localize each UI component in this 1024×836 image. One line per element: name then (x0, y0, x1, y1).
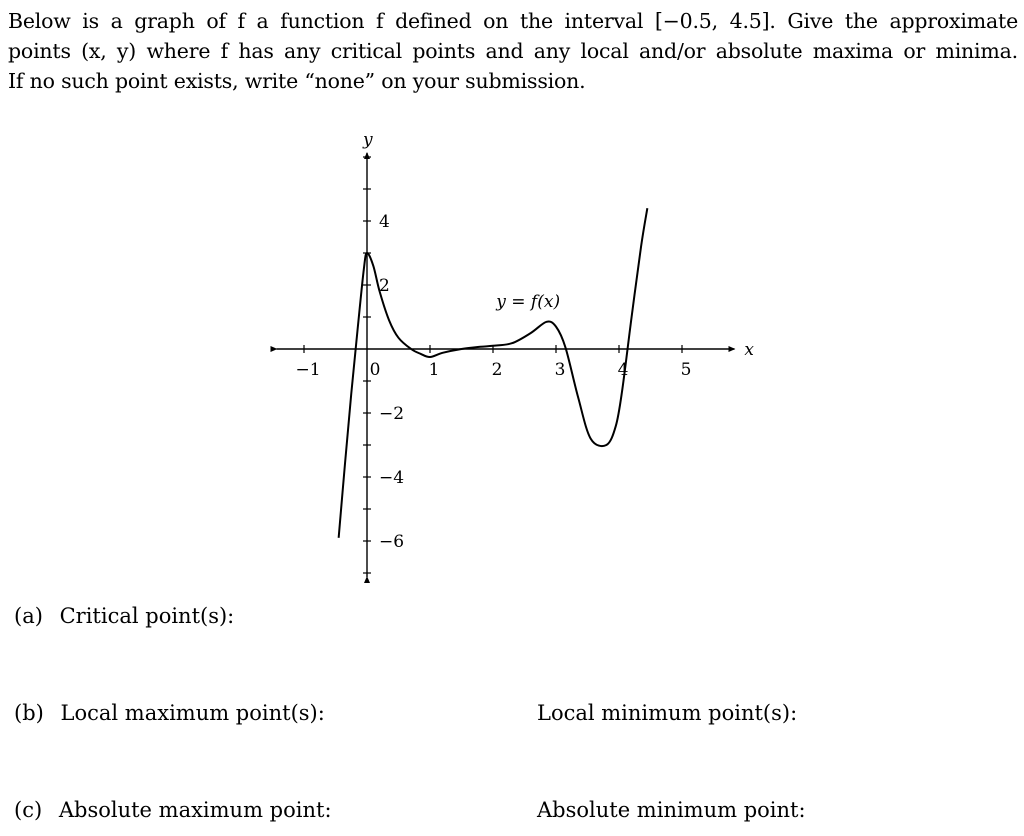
y-tick-label: 2 (379, 276, 390, 296)
x-tick-label: 5 (680, 360, 692, 380)
local-max-prompt: Local maximum point(s): (60, 701, 325, 725)
y-axis-label: y (363, 130, 373, 150)
x-tick-label: 0 (369, 360, 381, 380)
critical-points-prompt: Critical point(s): (59, 604, 235, 628)
y-tick-label: −6 (379, 532, 405, 552)
x-tick-label: 1 (428, 360, 440, 380)
problem-line-2: points (x, y) where f has any critical points and any local and/or absolute maxima or minima. (8, 39, 1018, 63)
y-tick-label: −2 (379, 404, 405, 424)
local-min-prompt: Local minimum point(s): (537, 701, 798, 725)
question-b (14, 700, 325, 726)
problem-statement (8, 6, 1018, 96)
absolute-max-prompt: Absolute maximum point: (58, 798, 332, 822)
question-a (14, 603, 234, 629)
y-tick-label: 4 (379, 212, 390, 232)
axis-tick-labels (295, 212, 691, 552)
question-b-label: (b) (14, 701, 44, 725)
question-a-label: (a) (14, 604, 43, 628)
function-graph (260, 128, 754, 578)
problem-line-3: If no such point exists, write “none” on your submission. (8, 69, 586, 93)
problem-line-1: Below is a graph of f a function f defined on the interval [−0.5, 4.5]. Give the approximate (8, 9, 1018, 33)
curve-label: y = f(x) (496, 292, 561, 312)
x-tick-label: 3 (554, 360, 566, 380)
x-tick-label: 4 (617, 360, 629, 380)
y-tick-label: −4 (379, 468, 405, 488)
question-c (14, 797, 332, 823)
x-tick-label: −1 (295, 360, 321, 380)
x-tick-label: 2 (491, 360, 503, 380)
absolute-min-prompt: Absolute minimum point: (537, 798, 806, 822)
x-axis-label: x (744, 340, 754, 360)
axes (277, 153, 735, 577)
question-c-label: (c) (14, 798, 43, 822)
